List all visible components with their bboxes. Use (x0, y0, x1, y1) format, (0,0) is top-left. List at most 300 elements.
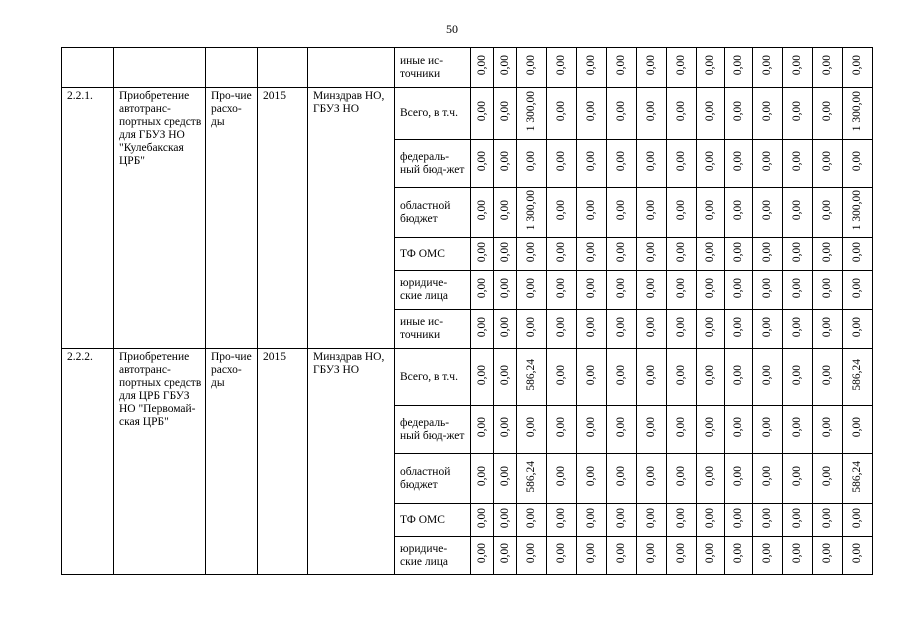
value-text: 0,00 (761, 507, 773, 529)
value-cell (517, 454, 547, 504)
empty-cell (206, 48, 258, 88)
value-text: 0,00 (851, 241, 863, 263)
value-cell (843, 310, 873, 349)
value-text: 0,00 (791, 543, 803, 564)
value-cell (753, 349, 783, 406)
value-cell (494, 504, 517, 537)
value-cell (667, 238, 697, 271)
value-cell (471, 48, 494, 88)
value-cell (471, 140, 494, 188)
value-text: 0,00 (704, 151, 716, 172)
value-text: 0,00 (645, 364, 657, 386)
value-cell (843, 271, 873, 310)
funding-source: Всего, в т.ч. (395, 88, 471, 140)
value-cell (494, 188, 517, 238)
value-cell (783, 349, 813, 406)
value-text: 0,00 (645, 55, 657, 76)
funding-source: федераль-ный бюд-жет (395, 140, 471, 188)
value-text: 0,00 (851, 55, 863, 76)
value-text: 0,00 (555, 364, 567, 386)
value-cell (725, 310, 753, 349)
value-text: 0,00 (585, 200, 597, 221)
value-text: 0,00 (732, 507, 744, 529)
value-cell (813, 271, 843, 310)
value-cell (813, 188, 843, 238)
value-text: 0,00 (791, 151, 803, 172)
value-cell (577, 349, 607, 406)
value-cell (667, 140, 697, 188)
executor-cell: Минздрав НО, ГБУЗ НО (308, 88, 395, 349)
value-cell (607, 188, 637, 238)
value-cell (725, 238, 753, 271)
value-cell (813, 48, 843, 88)
funding-source: иные ис- точники (395, 48, 471, 88)
value-cell (725, 188, 753, 238)
value-text: 0,00 (645, 543, 657, 564)
value-cell (667, 504, 697, 537)
value-cell (494, 140, 517, 188)
value-cell (577, 271, 607, 310)
value-text: 0,00 (675, 55, 687, 76)
funding-source: ТФ ОМС (395, 238, 471, 271)
value-cell (547, 188, 577, 238)
value-text: 0,00 (851, 507, 863, 529)
value-text: 0,00 (585, 417, 597, 438)
value-text: 0,00 (525, 507, 537, 529)
funding-source: юридиче-ские лица (395, 537, 471, 575)
value-text: 0,00 (585, 316, 597, 338)
value-cell (813, 310, 843, 349)
value-text: 0,00 (525, 241, 537, 263)
value-text: 0,00 (615, 417, 627, 438)
value-text: 0,00 (475, 200, 488, 221)
value-text: 0,00 (615, 101, 627, 122)
value-cell (577, 188, 607, 238)
value-text: 0,00 (791, 200, 803, 221)
value-cell (725, 537, 753, 575)
value-cell (753, 310, 783, 349)
value-text: 0,00 (475, 241, 488, 263)
item-name: Приобретение автотранс-портных средств для ЦРБ ГБУЗ НО "Первомай-ская ЦРБ" (114, 349, 206, 575)
value-cell (725, 271, 753, 310)
value-cell (667, 454, 697, 504)
value-text: 0,00 (498, 507, 511, 529)
value-text: 0,00 (615, 241, 627, 263)
value-text: 0,00 (615, 466, 627, 487)
value-cell (813, 349, 843, 406)
value-text: 0,00 (675, 364, 687, 386)
value-text: 1 300,00 (525, 190, 537, 231)
value-cell (783, 88, 813, 140)
value-text: 0,00 (675, 151, 687, 172)
value-text: 0,00 (704, 316, 716, 338)
value-cell (753, 188, 783, 238)
value-cell (667, 271, 697, 310)
value-text: 0,00 (555, 316, 567, 338)
value-text: 0,00 (732, 151, 744, 172)
value-text: 0,00 (498, 241, 511, 263)
page-number: 50 (446, 22, 458, 36)
value-cell (843, 349, 873, 406)
value-text: 0,00 (585, 466, 597, 487)
value-text: 0,00 (732, 277, 744, 299)
value-cell (517, 140, 547, 188)
value-cell (843, 188, 873, 238)
value-text: 0,00 (555, 101, 567, 122)
value-text: 0,00 (761, 466, 773, 487)
value-cell (577, 310, 607, 349)
value-text: 0,00 (791, 364, 803, 386)
value-text: 0,00 (585, 101, 597, 122)
value-cell (607, 48, 637, 88)
value-text: 0,00 (761, 316, 773, 338)
value-cell (667, 349, 697, 406)
value-text: 0,00 (555, 277, 567, 299)
value-cell (753, 238, 783, 271)
funding-source: областной бюджет (395, 454, 471, 504)
value-cell (547, 238, 577, 271)
value-text: 0,00 (615, 364, 627, 386)
value-text: 0,00 (704, 466, 716, 487)
value-text: 0,00 (525, 316, 537, 338)
value-cell (547, 48, 577, 88)
value-text: 0,00 (851, 543, 863, 564)
value-cell (783, 504, 813, 537)
value-text: 0,00 (761, 417, 773, 438)
value-text: 0,00 (761, 364, 773, 386)
value-cell (843, 537, 873, 575)
value-text: 0,00 (732, 241, 744, 263)
value-cell (494, 349, 517, 406)
value-cell (783, 537, 813, 575)
value-cell (753, 537, 783, 575)
value-cell (637, 88, 667, 140)
value-text: 0,00 (475, 316, 488, 338)
value-text: 0,00 (645, 200, 657, 221)
value-cell (637, 310, 667, 349)
value-text: 0,00 (475, 543, 488, 564)
value-text: 0,00 (761, 55, 773, 76)
value-cell (783, 454, 813, 504)
value-text: 0,00 (821, 55, 833, 76)
value-cell (813, 537, 843, 575)
value-text: 0,00 (645, 241, 657, 263)
value-text: 0,00 (555, 466, 567, 487)
value-text: 0,00 (704, 364, 716, 386)
value-cell (577, 48, 607, 88)
value-cell (471, 454, 494, 504)
value-cell (471, 406, 494, 454)
value-text: 0,00 (675, 417, 687, 438)
value-cell (577, 537, 607, 575)
value-text: 0,00 (732, 364, 744, 386)
value-cell (725, 140, 753, 188)
value-text: 0,00 (821, 151, 833, 172)
empty-cell (114, 48, 206, 88)
value-text: 0,00 (555, 507, 567, 529)
value-text: 0,00 (821, 241, 833, 263)
value-cell (517, 406, 547, 454)
funding-source: областной бюджет (395, 188, 471, 238)
value-text: 0,00 (851, 151, 863, 172)
value-text: 0,00 (498, 55, 511, 76)
value-cell (517, 504, 547, 537)
value-text: 1 300,00 (525, 91, 537, 132)
expense-category: Про-чие расхо-ды (206, 88, 258, 349)
value-cell (607, 504, 637, 537)
value-text: 0,00 (761, 277, 773, 299)
value-cell (517, 48, 547, 88)
value-text: 0,00 (675, 466, 687, 487)
value-text: 0,00 (585, 277, 597, 299)
value-text: 586,24 (525, 359, 537, 391)
value-text: 0,00 (498, 543, 511, 564)
value-text: 0,00 (791, 277, 803, 299)
value-text: 0,00 (821, 507, 833, 529)
value-text: 0,00 (525, 55, 537, 76)
value-text: 0,00 (821, 417, 833, 438)
value-cell (471, 271, 494, 310)
value-text: 0,00 (704, 507, 716, 529)
value-cell (494, 48, 517, 88)
value-text: 0,00 (498, 200, 511, 221)
value-text: 0,00 (615, 543, 627, 564)
value-cell (783, 238, 813, 271)
value-cell (783, 48, 813, 88)
value-text: 0,00 (555, 151, 567, 172)
value-cell (667, 48, 697, 88)
value-text: 0,00 (704, 417, 716, 438)
value-cell (753, 454, 783, 504)
value-cell (725, 349, 753, 406)
value-text: 0,00 (732, 543, 744, 564)
value-cell (637, 238, 667, 271)
value-text: 0,00 (851, 277, 863, 299)
value-cell (667, 406, 697, 454)
value-cell (753, 140, 783, 188)
value-cell (843, 238, 873, 271)
value-text: 0,00 (851, 417, 863, 438)
value-cell (577, 238, 607, 271)
value-text: 0,00 (475, 101, 488, 122)
value-cell (547, 406, 577, 454)
value-text: 0,00 (732, 55, 744, 76)
value-text: 0,00 (615, 151, 627, 172)
value-cell (783, 406, 813, 454)
value-cell (547, 537, 577, 575)
value-cell (697, 349, 725, 406)
value-text: 0,00 (791, 466, 803, 487)
value-cell (637, 406, 667, 454)
value-text: 0,00 (475, 466, 488, 487)
value-text: 0,00 (791, 55, 803, 76)
year-cell: 2015 (258, 349, 308, 575)
value-cell (517, 238, 547, 271)
value-text: 0,00 (645, 101, 657, 122)
value-text: 0,00 (498, 277, 511, 299)
value-text: 0,00 (791, 507, 803, 529)
value-cell (753, 406, 783, 454)
value-text: 0,00 (821, 543, 833, 564)
value-text: 0,00 (704, 101, 716, 122)
value-cell (753, 88, 783, 140)
value-text: 0,00 (615, 200, 627, 221)
value-text: 0,00 (525, 543, 537, 564)
value-cell (577, 140, 607, 188)
value-text: 0,00 (821, 277, 833, 299)
value-cell (667, 310, 697, 349)
value-text: 0,00 (732, 417, 744, 438)
funding-source: федераль-ный бюд-жет (395, 406, 471, 454)
value-text: 0,00 (585, 507, 597, 529)
funding-source: Всего, в т.ч. (395, 349, 471, 406)
value-cell (547, 88, 577, 140)
value-cell (494, 406, 517, 454)
value-text: 0,00 (498, 316, 511, 338)
value-text: 0,00 (555, 241, 567, 263)
value-text: 0,00 (791, 101, 803, 122)
value-text: 0,00 (704, 200, 716, 221)
table-row (62, 88, 873, 140)
value-cell (843, 88, 873, 140)
value-cell (783, 310, 813, 349)
value-cell (843, 454, 873, 504)
value-text: 0,00 (675, 507, 687, 529)
executor-cell: Минздрав НО, ГБУЗ НО (308, 349, 395, 575)
value-text: 0,00 (498, 466, 511, 487)
value-cell (697, 406, 725, 454)
value-cell (471, 238, 494, 271)
funding-source: ТФ ОМС (395, 504, 471, 537)
value-text: 0,00 (498, 101, 511, 122)
value-text: 1 300,00 (851, 91, 863, 132)
value-cell (517, 271, 547, 310)
item-number: 2.2.2. (62, 349, 114, 575)
value-cell (697, 88, 725, 140)
value-text: 586,24 (525, 460, 537, 493)
value-cell (607, 140, 637, 188)
value-text: 0,00 (645, 151, 657, 172)
table-row (62, 48, 873, 88)
value-text: 0,00 (645, 417, 657, 438)
value-cell (637, 140, 667, 188)
value-text: 0,00 (525, 417, 537, 438)
value-text: 0,00 (645, 507, 657, 529)
value-cell (813, 454, 843, 504)
value-text: 0,00 (675, 200, 687, 221)
value-text: 0,00 (645, 466, 657, 487)
value-text: 0,00 (851, 316, 863, 338)
value-text: 0,00 (555, 543, 567, 564)
value-text: 0,00 (555, 55, 567, 76)
value-text: 0,00 (615, 55, 627, 76)
value-text: 0,00 (821, 364, 833, 386)
value-cell (471, 537, 494, 575)
value-cell (843, 406, 873, 454)
value-cell (783, 271, 813, 310)
value-text: 0,00 (498, 151, 511, 172)
value-cell (813, 238, 843, 271)
value-cell (494, 310, 517, 349)
value-cell (697, 504, 725, 537)
value-cell (697, 188, 725, 238)
value-text: 0,00 (585, 151, 597, 172)
value-cell (697, 48, 725, 88)
value-cell (725, 48, 753, 88)
value-text: 0,00 (761, 241, 773, 263)
value-text: 0,00 (525, 151, 537, 172)
value-text: 0,00 (821, 466, 833, 487)
value-cell (517, 349, 547, 406)
value-text: 0,00 (615, 507, 627, 529)
value-cell (471, 310, 494, 349)
value-text: 0,00 (704, 277, 716, 299)
empty-cell (62, 48, 114, 88)
value-text: 0,00 (732, 466, 744, 487)
value-text: 0,00 (704, 543, 716, 564)
value-text: 0,00 (761, 200, 773, 221)
value-text: 586,24 (851, 460, 863, 493)
value-cell (517, 537, 547, 575)
value-cell (517, 310, 547, 349)
value-text: 0,00 (675, 241, 687, 263)
value-text: 0,00 (475, 151, 488, 172)
value-text: 0,00 (704, 55, 716, 76)
value-text: 0,00 (585, 55, 597, 76)
value-text: 0,00 (475, 277, 488, 299)
expense-category: Про-чие расхо-ды (206, 349, 258, 575)
value-cell (517, 88, 547, 140)
funding-source: юридиче-ские лица (395, 271, 471, 310)
value-cell (637, 48, 667, 88)
value-cell (471, 504, 494, 537)
value-text: 0,00 (475, 55, 488, 76)
value-cell (517, 188, 547, 238)
value-text: 0,00 (525, 277, 537, 299)
value-text: 0,00 (821, 101, 833, 122)
empty-cell (308, 48, 395, 88)
value-cell (637, 537, 667, 575)
item-name: Приобретение автотранс-портных средств для ГБУЗ НО "Кулебакская ЦРБ" (114, 88, 206, 349)
funding-source: иные ис-точники (395, 310, 471, 349)
value-cell (813, 140, 843, 188)
value-text: 0,00 (761, 543, 773, 564)
value-cell (725, 406, 753, 454)
value-cell (753, 504, 783, 537)
value-text: 0,00 (675, 543, 687, 564)
value-text: 0,00 (675, 101, 687, 122)
value-text: 0,00 (761, 101, 773, 122)
value-text: 0,00 (475, 507, 488, 529)
value-cell (697, 454, 725, 504)
value-cell (697, 271, 725, 310)
value-cell (547, 271, 577, 310)
year-cell: 2015 (258, 88, 308, 349)
value-cell (494, 271, 517, 310)
value-cell (697, 140, 725, 188)
value-cell (494, 238, 517, 271)
value-text: 0,00 (555, 417, 567, 438)
value-cell (637, 271, 667, 310)
value-cell (547, 454, 577, 504)
value-cell (577, 504, 607, 537)
value-cell (607, 454, 637, 504)
value-text: 0,00 (475, 417, 488, 438)
value-cell (697, 238, 725, 271)
item-number: 2.2.1. (62, 88, 114, 349)
value-text: 0,00 (555, 200, 567, 221)
value-cell (577, 88, 607, 140)
